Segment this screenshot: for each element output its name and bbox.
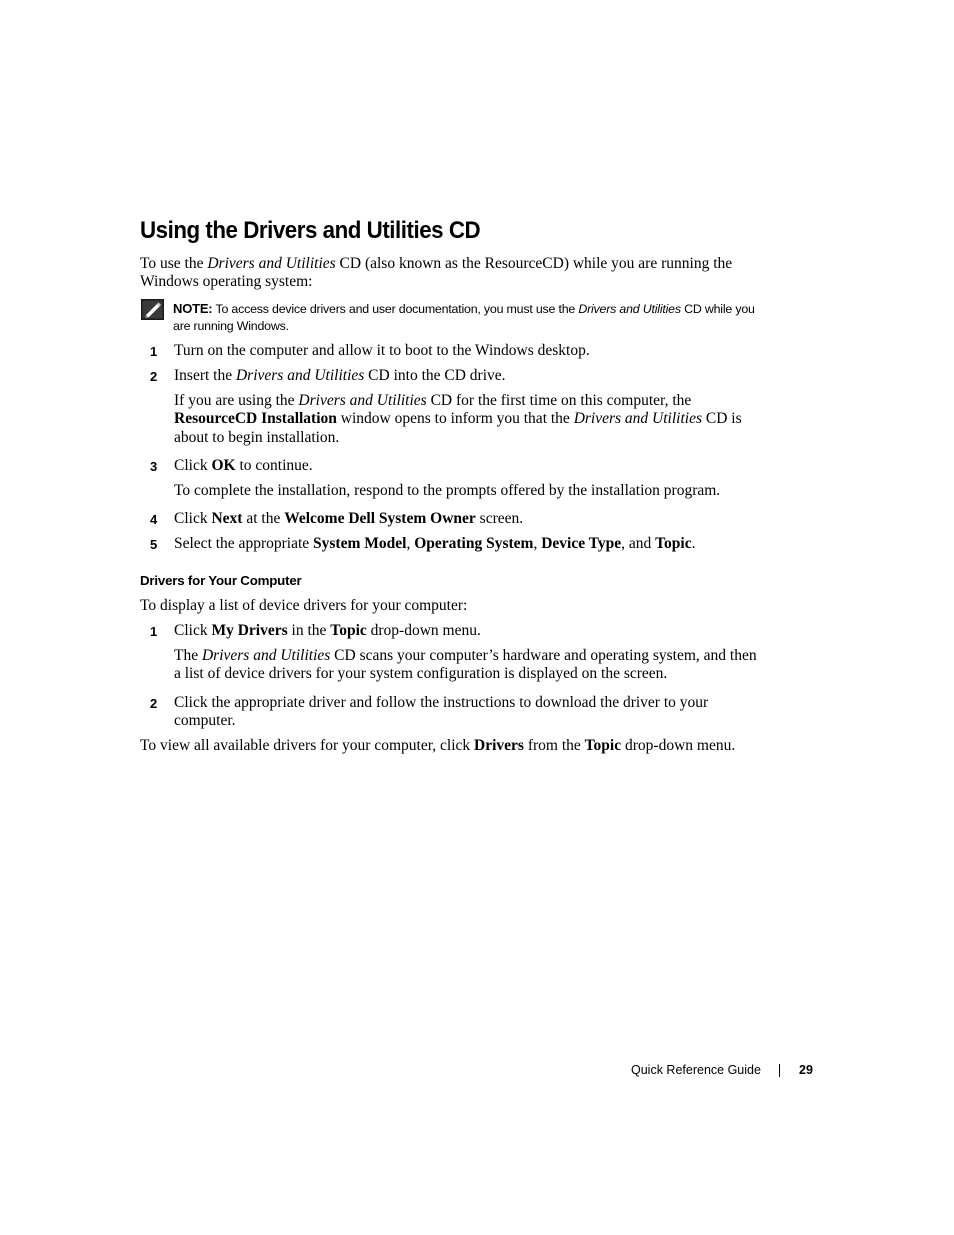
step-number: 3 [150, 459, 158, 474]
step-number: 1 [150, 344, 158, 359]
step-text: Click the appropriate driver and follow the instructions to download the driver to your computer. [174, 694, 709, 730]
step-text: Select the appropriate System Model, Operating System, Device Type, and Topic. [174, 535, 696, 552]
step-text: Click OK to continue. [174, 457, 313, 474]
page-number: 29 [799, 1063, 813, 1077]
intro-text: To use the [140, 255, 208, 272]
step-number: 5 [150, 537, 158, 552]
note-pencil-icon [141, 299, 164, 320]
step-detail: If you are using the Drivers and Utilities CD for the first time on this computer, the ResourceCD Installation window opens to inform you that the Drivers and Utilities CD is about to begin installation. [174, 392, 742, 446]
step-number: 2 [150, 369, 158, 384]
footer-divider [779, 1064, 780, 1077]
drivers-intro: To display a list of device drivers for your computer: [140, 597, 468, 614]
step-text: Turn on the computer and allow it to boot to the Windows desktop. [174, 342, 590, 359]
step-text: Insert the Drivers and Utilities CD into the CD drive. [174, 367, 506, 384]
intro-product-name: Drivers and Utilities [207, 255, 336, 272]
note-product-name: Drivers and Utilities [578, 302, 681, 316]
closing-paragraph: To view all available drivers for your computer, click Drivers from the Topic drop-down menu. [140, 737, 736, 754]
step-text: Click Next at the Welcome Dell System Owner screen. [174, 510, 524, 527]
note-label: NOTE: [173, 301, 213, 316]
note-callout [173, 300, 765, 335]
step-number: 2 [150, 696, 158, 711]
section-heading: Drivers for Your Computer [140, 573, 302, 588]
step-number: 4 [150, 512, 158, 527]
page-title: Using the Drivers and Utilities CD [140, 217, 481, 244]
intro-text-continued: CD (also known as the ResourceCD) while you are running the Windows operating system: [140, 255, 733, 291]
step-detail: The Drivers and Utilities CD scans your computer’s hardware and operating system, and then a list of device drivers for your system configuration is displayed on the screen. [174, 647, 757, 683]
window-name: ResourceCD Installation [174, 410, 337, 428]
step-text: Click My Drivers in the Topic drop-down menu. [174, 622, 481, 639]
ok-button-label: OK [211, 457, 236, 474]
step-detail: To complete the installation, respond to the prompts offered by the installation program. [174, 482, 721, 499]
note-text-continued: CD while you are running Windows. [173, 302, 755, 333]
intro-paragraph [140, 255, 760, 292]
note-text: To access device drivers and user documentation, you must use the [212, 302, 579, 316]
step-number: 1 [150, 624, 158, 639]
footer-guide-title: Quick Reference Guide [631, 1063, 761, 1077]
